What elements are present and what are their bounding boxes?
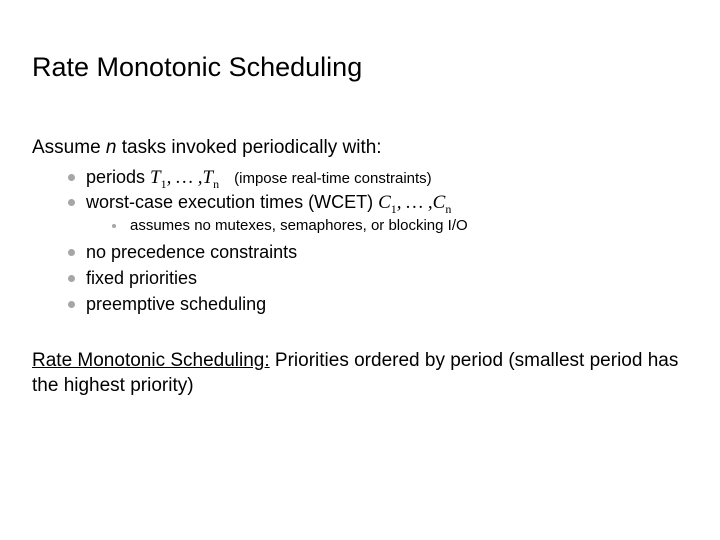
bullet-dot-icon xyxy=(68,249,75,256)
periods-sep: , … , xyxy=(166,167,203,188)
periods-note: (impose real-time constraints) xyxy=(234,170,432,187)
periods-sub2: n xyxy=(213,176,220,191)
wcet-math xyxy=(378,192,452,216)
bullet-precedence-text: no precedence constraints xyxy=(86,242,298,262)
intro-var-n: n xyxy=(105,137,117,158)
intro-line xyxy=(32,135,382,161)
sub-bullet-dot-icon xyxy=(112,224,116,228)
definition-term: Rate Monotonic Scheduling: xyxy=(32,350,270,371)
wcet-var1: C xyxy=(378,192,391,213)
periods-math xyxy=(150,167,220,191)
sub-bullet-text: assumes no mutexes, semaphores, or blocking I/O xyxy=(130,217,468,234)
wcet-label: worst-case execution times (WCET) xyxy=(86,192,379,212)
bullet-dot-icon xyxy=(68,275,75,282)
wcet-sub2: n xyxy=(445,201,452,216)
intro-prefix: Assume xyxy=(32,137,106,158)
periods-sub1: 1 xyxy=(160,176,167,191)
slide-title: Rate Monotonic Scheduling xyxy=(32,52,363,82)
bullet-preemptive-text: preemptive scheduling xyxy=(86,294,267,314)
definition xyxy=(32,348,692,398)
wcet-var2: C xyxy=(432,192,446,213)
bullet-dot-icon xyxy=(68,301,75,308)
wcet-sub1: 1 xyxy=(390,201,397,216)
wcet-sep: , … , xyxy=(396,192,433,213)
periods-var1: T xyxy=(150,167,161,188)
periods-label: periods xyxy=(86,167,151,187)
definition-text: Priorities ordered by period (smallest period has the highest priority) xyxy=(32,350,679,396)
intro-suffix: tasks invoked periodically with: xyxy=(116,137,382,158)
bullet-fixed-text: fixed priorities xyxy=(86,268,198,288)
periods-var2: T xyxy=(202,167,214,188)
bullet-dot-icon xyxy=(68,174,75,181)
bullet-dot-icon xyxy=(68,199,75,206)
